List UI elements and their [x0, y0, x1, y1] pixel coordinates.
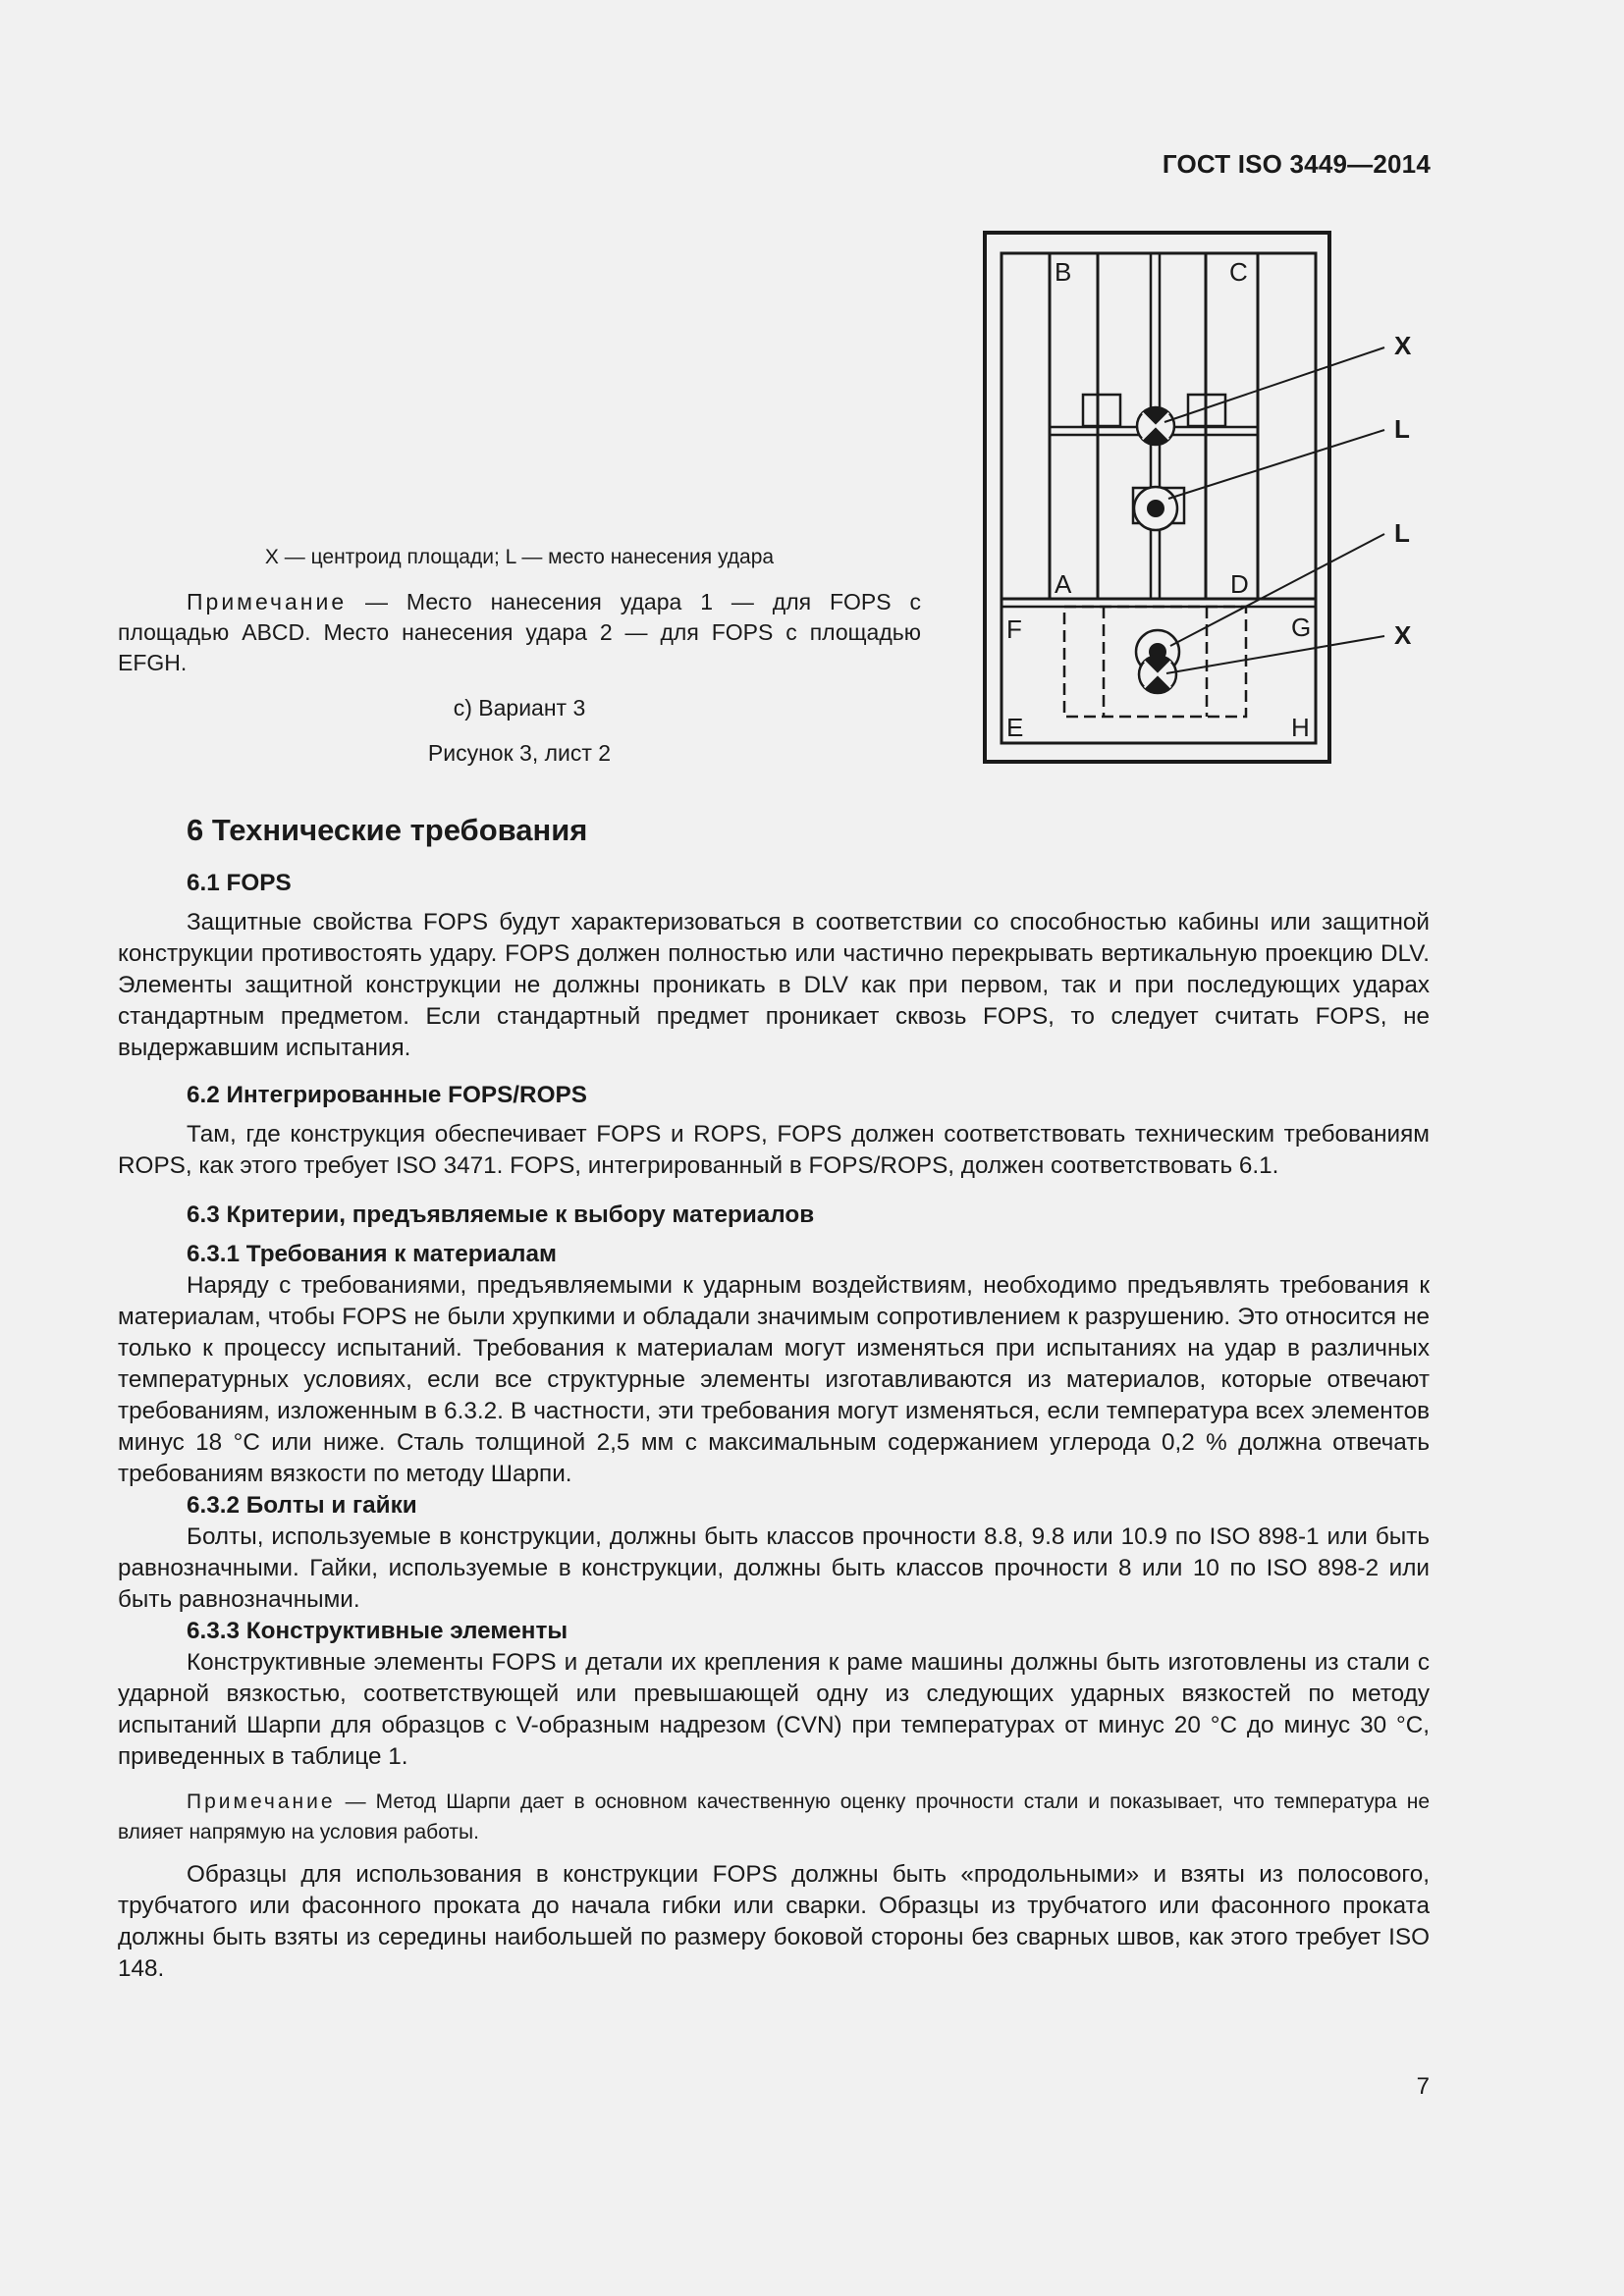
section-6-3-3-text: Конструктивные элементы FOPS и детали их крепления к раме машины должны быть изготовлены из стали с ударной вязкостью, соответствующей или превышающей одну из следующих ударных вязкостей по методу испытаний Шарпи для образцов с V-образным надрезом (CVN) при температурах от минус 20 °С до минус 30 °С, приведенных в таблице 1. — [118, 1649, 1430, 1770]
figure-legend: X — центроид площади; L — место нанесения удара — [264, 546, 775, 568]
fops-diagram — [980, 230, 1432, 775]
figure-variant: с) Вариант 3 — [453, 695, 586, 721]
label-g: G — [1291, 613, 1312, 642]
impact-l-upper-icon — [1134, 487, 1177, 530]
figure-caption: Рисунок 3, лист 2 — [427, 740, 612, 766]
section-6-2-title: 6.2 Интегрированные FOPS/ROPS — [187, 1082, 587, 1108]
section-6-3-3-title: 6.3.3 Конструктивные элементы — [187, 1618, 568, 1644]
section-6-3-2-title: 6.3.2 Болты и гайки — [187, 1492, 417, 1519]
label-l1: L — [1394, 414, 1410, 444]
label-x2: X — [1394, 620, 1412, 650]
section-6-2-text: Там, где конструкция обеспечивает FOPS и ROPS, FOPS должен соответствовать техническим требованиям ROPS, как этого требует ISO 3471. FOPS, интегрированный в FOPS/ROPS, должен соответствовать 6.1. — [118, 1121, 1430, 1179]
centroid-x-upper-icon — [1137, 407, 1174, 445]
label-x1: X — [1394, 331, 1412, 360]
label-l2: L — [1394, 518, 1410, 548]
section-6-1-title: 6.1 FOPS — [187, 870, 292, 896]
section-6-3-1-title: 6.3.1 Требования к материалам — [187, 1241, 557, 1267]
section-6 — [118, 811, 1430, 1985]
label-b: B — [1055, 257, 1072, 287]
section-6-3-3-final-text: Образцы для использования в конструкции FOPS должны быть «продольными» и взяты из полосового, трубчатого или фасонного проката до начала гибки или сварки. Образцы из трубчатого или фасонного проката должны быть взяты из середины наибольшей по размеру боковой стороны без сварных швов, как этого требует ISO 148. — [118, 1861, 1430, 1982]
label-e: E — [1006, 713, 1024, 742]
section-6-3-2-text: Болты, используемые в конструкции, должны быть классов прочности 8.8, 9.8 или 10.9 по ISO 898-1 или быть равнозначными. Гайки, используемые в конструкции, должны быть классов прочности 8 или 10 по ISO 898-2 или быть равнозначными. — [118, 1523, 1430, 1613]
section-6-3-1-text: Наряду с требованиями, предъявляемыми к ударным воздействиям, необходимо предъявлять требования к материалам, чтобы FOPS не были хрупкими и обладали значимым сопротивлением к разрушению. Это относится не только к процессу испытаний. Требования к материалам могут изменяться при испытаниях на удар в различных температурных условиях, если все структурные элементы изготавливаются из материалов, которые отвечают требованиям, изложенным в 6.3.2. В частности, эти требования могут изменяться, если температура всех элементов минус 18 °С или ниже. Сталь толщиной 2,5 мм с максимальным содержанием углерода 0,2 % должна отвечать требованиям вязкости по методу Шарпи. — [118, 1272, 1430, 1487]
centroid-x-lower-icon — [1139, 656, 1176, 693]
label-h: H — [1291, 713, 1310, 742]
figure-note-prefix: Примечание — [187, 589, 348, 614]
label-a: A — [1055, 569, 1072, 599]
section-6-3-3-note — [118, 1787, 1430, 1847]
section-6-title: 6 Технические требования — [187, 813, 588, 847]
section-6-3-title: 6.3 Критерии, предъявляемые к выбору материалов — [187, 1201, 815, 1228]
section-6-1-text: Защитные свойства FOPS будут характеризоваться в соответствии со способностью кабины или защитной конструкции противостоять удару. FOPS должен полностью или частично перекрывать вертикальную проекцию DLV. Элементы защитной конструкции не должны проникать в DLV как при первом, так и при последующих ударах стандартным предметом. Если стандартный предмет проникает сквозь FOPS, то следует считать FOPS, не выдержавшим испытания. — [118, 909, 1430, 1061]
label-f: F — [1006, 614, 1022, 644]
note-text: — Метод Шарпи дает в основном качественную оценку прочности стали и показывает, что температура не влияет напрямую на условия работы. — [118, 1790, 1430, 1843]
figure-3-variant-3 — [980, 230, 1432, 775]
label-c: C — [1229, 257, 1248, 287]
label-d: D — [1230, 569, 1249, 599]
page-number: 7 — [1416, 2073, 1430, 2100]
note-prefix: Примечание — [187, 1790, 336, 1813]
figure-note-text: — Место нанесения удара 1 — для FOPS с площадью ABCD. Место нанесения удара 2 — для FOPS с площадью EFGH. — [118, 589, 921, 675]
document-header: ГОСТ ISO 3449—2014 — [1162, 149, 1431, 179]
figure-note — [118, 587, 921, 678]
